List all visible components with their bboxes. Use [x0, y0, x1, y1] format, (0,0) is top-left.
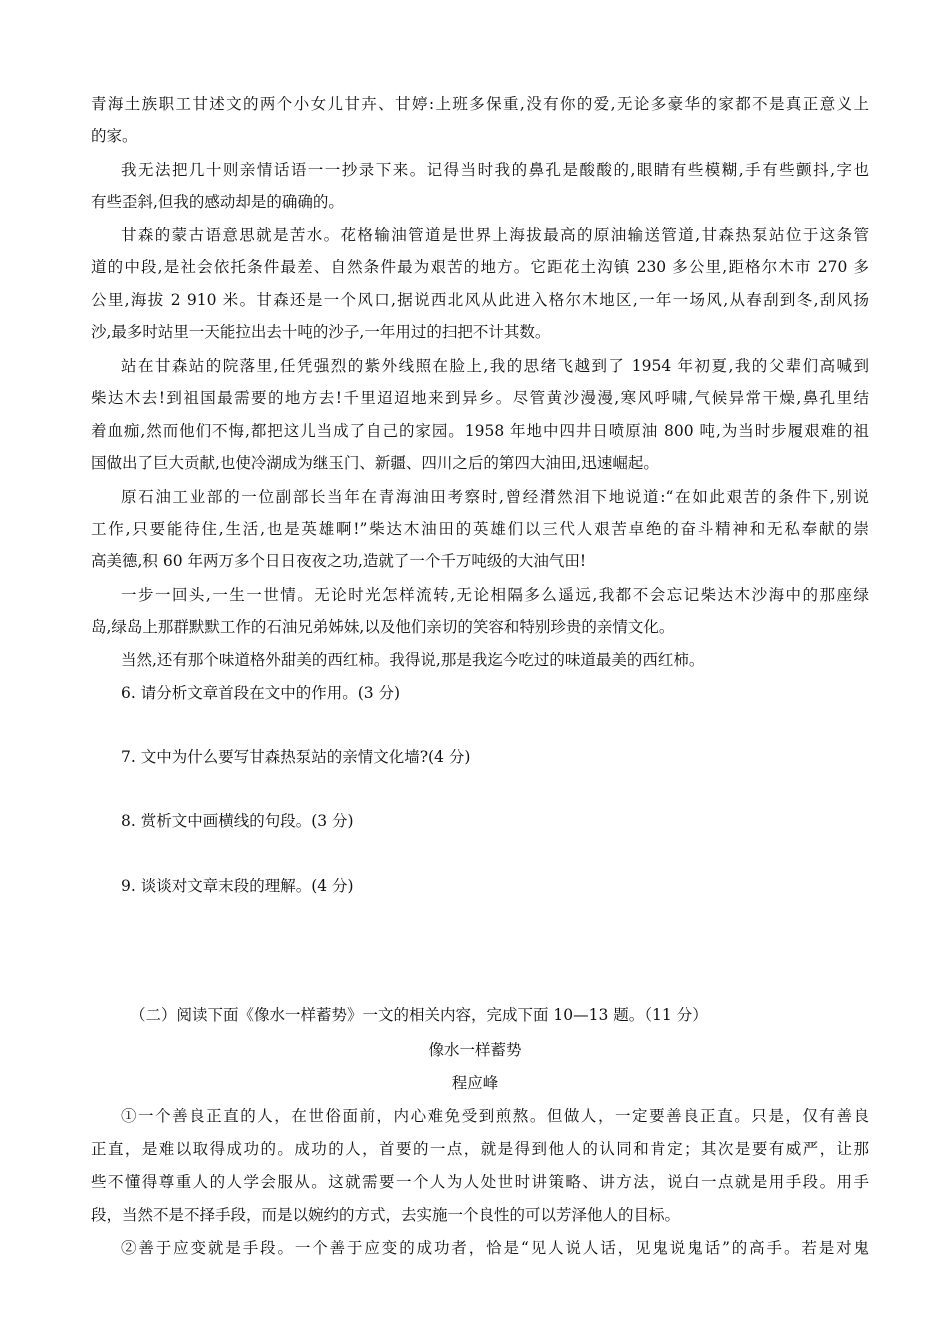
text-line: 道的中段,是社会依托条件最差、自然条件最为艰苦的地方。它距花土沟镇 230 多公里,距格尔木市 270 多: [91, 258, 869, 276]
text-line: 当然,还有那个味道格外甜美的西红柿。我得说,那是我迄今吃过的味道最美的西红柿。: [121, 651, 705, 669]
article-author: 程应峰: [451, 1074, 499, 1092]
text-line: 的家。: [91, 127, 138, 145]
text-line: 公里,海拔 2 910 米。甘森还是一个风口,据说西北风从此进入格尔木地区,一年一场风,从春刮到冬,刮风扬: [91, 291, 869, 309]
text-line: 甘森的蒙古语意思就是苦水。花格输油管道是世界上海拔最高的原油输送管道,甘森热泵站位于这条管: [121, 226, 869, 244]
text-line: 站在甘森站的院落里,任凭强烈的紫外线照在脸上,我的思绪飞越到了 1954 年初夏,我的父辈们高喊到: [121, 357, 869, 375]
question-text: 请分析文章首段在文中的作用。(3 分): [135, 684, 401, 702]
text-line: 着血痂,然而他们不悔,都把这儿当成了自己的家园。1958 年地中四井日喷原油 800 吨,为当时步履艰难的祖: [91, 422, 869, 440]
question-number: 7.: [121, 748, 136, 766]
text-line: 我无法把几十则亲情话语一一抄录下来。记得当时我的鼻孔是酸酸的,眼睛有些模糊,手有些颤抖,字也: [121, 161, 869, 179]
text-line: 原石油工业部的一位副部长当年在青海油田考察时,曾经潸然泪下地说道:“在如此艰苦的条件下,别说: [121, 488, 869, 506]
question-8: [121, 811, 354, 831]
article-title: 像水一样蓄势: [428, 1041, 522, 1059]
question-text: 谈谈对文章末段的理解。(4 分): [135, 877, 354, 895]
text-line: 柴达木去!到祖国最需要的地方去!千里迢迢地来到异乡。尽管黄沙漫漫,寒风呼啸,气候异常干燥,鼻孔里结: [91, 389, 869, 407]
question-number: 9.: [121, 877, 136, 895]
question-number: 8.: [121, 812, 136, 830]
text-line: 沙,最多时站里一天能拉出去十吨的沙子,一年用过的扫把不计其数。: [91, 323, 551, 341]
text-line: 高美德,积 60 年两万多个日日夜夜之功,造就了一个千万吨级的大油气田!: [91, 552, 587, 570]
text-line: ①一个善良正直的人，在世俗面前，内心难免受到煎熬。但做人，一定要善良正直。只是，仅有善良: [121, 1107, 869, 1125]
text-line: 有些歪斜,但我的感动却是的确确的。: [91, 193, 344, 211]
text-line: ②善于应变就是手段。一个善于应变的成功者，恰是“见人说人话，见鬼说鬼话”的高手。若是对鬼: [121, 1239, 869, 1257]
text-line: 段，当然不是不择手段，而是以婉约的方式，去实施一个良性的可以芳泽他人的目标。: [91, 1206, 681, 1224]
question-7: [121, 747, 470, 767]
question-text: 文中为什么要写甘森热泵站的亲情文化墙?(4 分): [135, 748, 471, 766]
text-line: 青海土族职工甘述文的两个小女儿甘卉、甘婷:上班多保重,没有你的爱,无论多豪华的家都不是真正意义上: [91, 95, 869, 113]
question-text: 赏析文中画横线的句段。(3 分): [135, 812, 354, 830]
section-heading: （二）阅读下面《像水一样蓄势》一文的相关内容，完成下面 10—13 题。（11 分）: [130, 1006, 708, 1024]
question-9: [121, 876, 354, 896]
text-line: 国做出了巨大贡献,也使冷湖成为继玉门、新疆、四川之后的第四大油田,迅速崛起。: [91, 454, 659, 472]
text-line: 岛,绿岛上那群默默工作的石油兄弟姊妹,以及他们亲切的笑容和特别珍贵的亲情文化。: [91, 618, 675, 636]
question-6: [121, 683, 400, 703]
text-line: 一步一回头,一生一世情。无论时光怎样流转,无论相隔多么遥远,我都不会忘记柴达木沙海中的那座绿: [121, 586, 869, 604]
text-line: 工作,只要能待住,生活,也是英雄啊!”柴达木油田的英雄们以三代人艰苦卓绝的奋斗精神和无私奉献的崇: [91, 520, 869, 538]
question-number: 6.: [121, 684, 136, 702]
text-line: 正直，是难以取得成功的。成功的人，首要的一点，就是得到他人的认同和肯定；其次是要有威严，让那: [91, 1140, 869, 1158]
text-line: 些不懂得尊重人的人学会服从。这就需要一个人为人处世时讲策略、讲方法，说白一点就是用手段。用手: [91, 1173, 869, 1191]
